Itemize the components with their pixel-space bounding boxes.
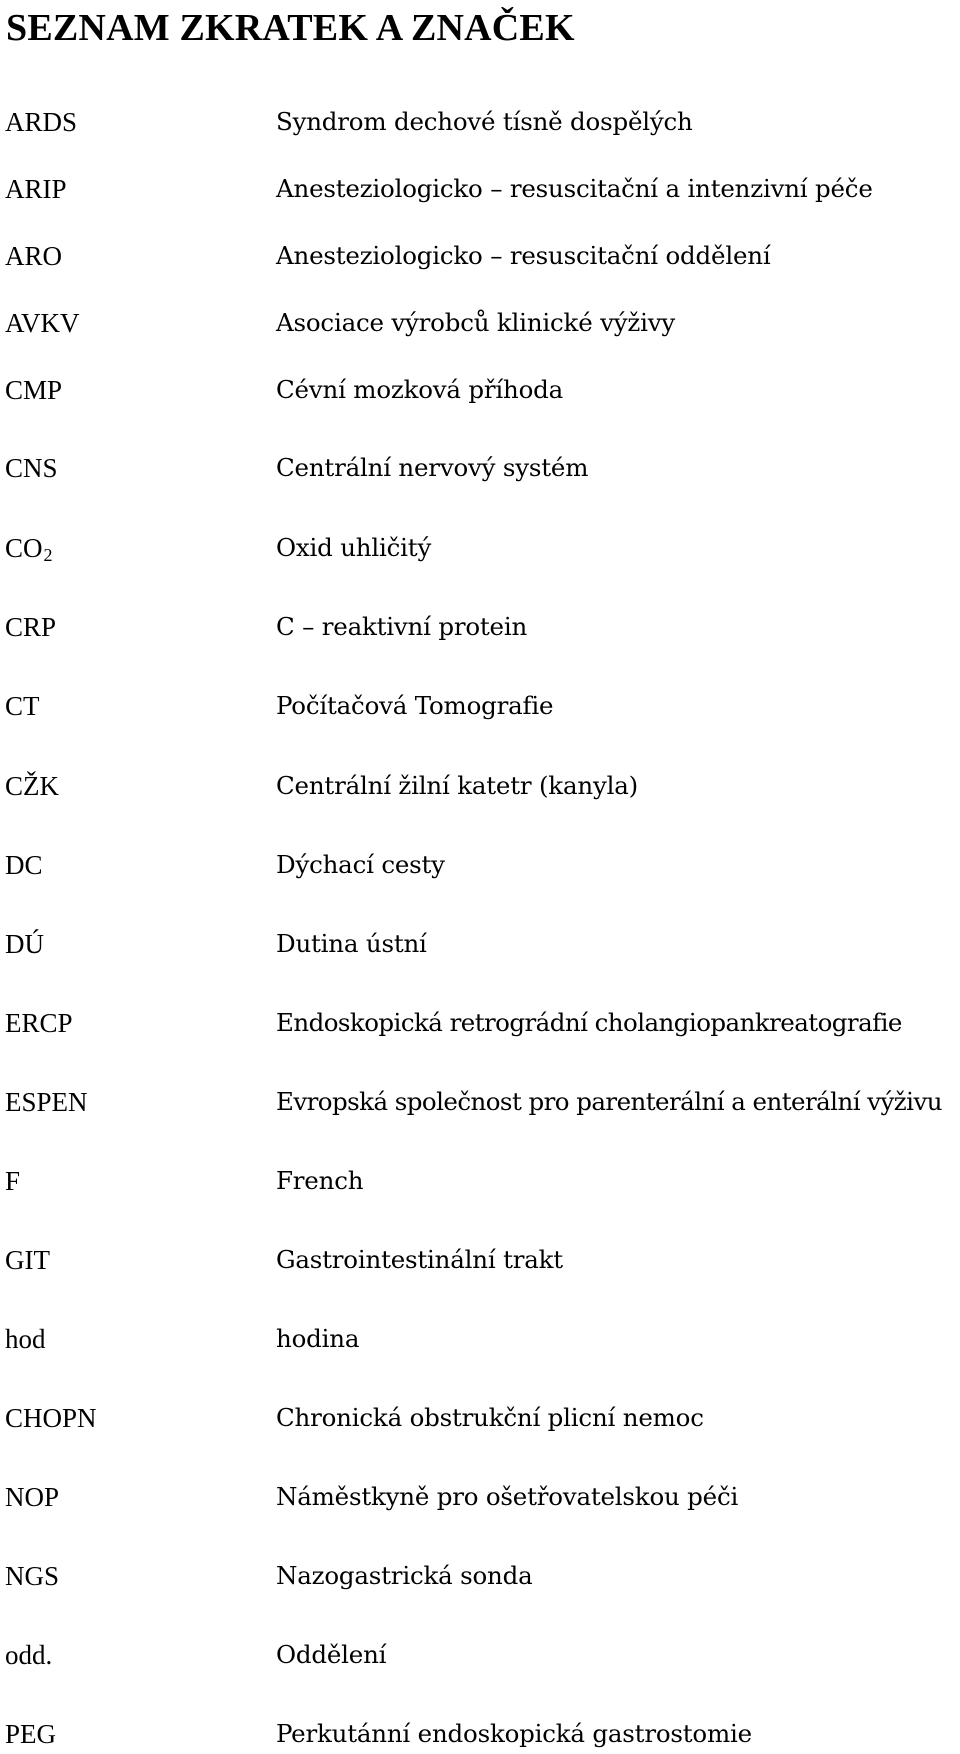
abbreviation: ARDS: [5, 107, 78, 137]
abbreviation-meaning: Dutina ústní: [276, 929, 427, 958]
abbreviation: CMP: [5, 375, 63, 405]
abbreviation: DÚ: [5, 929, 44, 959]
list-item: [0, 845, 960, 885]
abbreviation-meaning: Chronická obstrukční plicní nemoc: [276, 1403, 704, 1432]
abbreviation: CŽK: [5, 771, 59, 801]
list-item: [0, 236, 960, 276]
abbreviation-meaning: Anesteziologicko – resuscitační oddělení: [276, 241, 771, 270]
abbreviation: CNS: [5, 453, 58, 483]
abbreviation: GIT: [5, 1245, 50, 1275]
abbreviation-meaning: Centrální žilní katetr (kanyla): [276, 771, 638, 800]
abbreviation-meaning: Centrální nervový systém: [276, 453, 589, 482]
abbreviation-meaning: hodina: [276, 1324, 360, 1353]
list-item: [0, 1003, 960, 1043]
abbreviation: F: [5, 1166, 21, 1196]
abbreviation: NGS: [5, 1561, 60, 1591]
list-item: [0, 528, 960, 568]
list-item: [0, 102, 960, 142]
abbreviation-meaning: Gastrointestinální trakt: [276, 1245, 563, 1274]
abbreviation: odd.: [5, 1640, 53, 1670]
abbreviation: ERCP: [5, 1008, 73, 1038]
list-item: [0, 1161, 960, 1201]
abbreviation: CRP: [5, 612, 57, 642]
abbreviation: DC: [5, 850, 43, 880]
list-item: [0, 924, 960, 964]
abbreviation: hod: [5, 1324, 46, 1354]
list-item: [0, 766, 960, 806]
abbreviation-meaning: Nazogastrická sonda: [276, 1561, 533, 1590]
abbreviation-meaning: Oddělení: [276, 1640, 387, 1669]
list-item: [0, 1398, 960, 1438]
list-item: [0, 1556, 960, 1596]
list-item: [0, 370, 960, 410]
abbreviation: AVKV: [5, 308, 80, 338]
list-item: [0, 169, 960, 209]
abbreviation-meaning: Asociace výrobců klinické výživy: [276, 308, 675, 337]
abbreviation: PEG: [5, 1719, 57, 1749]
list-item: [0, 1477, 960, 1517]
list-item: [0, 1082, 960, 1122]
abbreviation-subscript: 2: [43, 545, 53, 565]
abbreviation: [5, 528, 53, 575]
page-title: SEZNAM ZKRATEK A ZNAČEK: [6, 7, 575, 49]
abbreviation-meaning: C – reaktivní protein: [276, 612, 528, 641]
list-item: [0, 448, 960, 488]
list-item: [0, 1635, 960, 1675]
abbreviation-meaning: Oxid uhličitý: [276, 533, 432, 562]
abbreviation: NOP: [5, 1482, 60, 1512]
abbreviation-meaning: Evropská společnost pro parenterální a enterální výživu: [276, 1087, 942, 1116]
list-item: [0, 607, 960, 647]
list-item: [0, 1714, 960, 1754]
abbreviation: ARO: [5, 241, 63, 271]
abbreviation-meaning: Perkutánní endoskopická gastrostomie: [276, 1719, 752, 1748]
abbreviation-meaning: Náměstkyně pro ošetřovatelskou péči: [276, 1482, 739, 1511]
abbreviation-base: CO: [5, 533, 43, 563]
abbreviation-meaning: Cévní mozková příhoda: [276, 375, 564, 404]
list-item: [0, 303, 960, 343]
abbreviation-meaning: Počítačová Tomografie: [276, 691, 554, 720]
abbreviation: CT: [5, 691, 40, 721]
list-item: [0, 1319, 960, 1359]
abbreviation: ARIP: [5, 174, 67, 204]
abbreviation-meaning: Anesteziologicko – resuscitační a intenzivní péče: [276, 174, 873, 203]
abbreviation-meaning: Dýchací cesty: [276, 850, 445, 879]
abbreviation: CHOPN: [5, 1403, 97, 1433]
abbreviation-meaning: Syndrom dechové tísně dospělých: [276, 107, 693, 136]
list-item: [0, 686, 960, 726]
list-item: [0, 1240, 960, 1280]
abbreviation-meaning: Endoskopická retrográdní cholangiopankreatografie: [276, 1008, 902, 1037]
abbreviation-meaning: French: [276, 1166, 364, 1195]
abbreviation: ESPEN: [5, 1087, 88, 1117]
